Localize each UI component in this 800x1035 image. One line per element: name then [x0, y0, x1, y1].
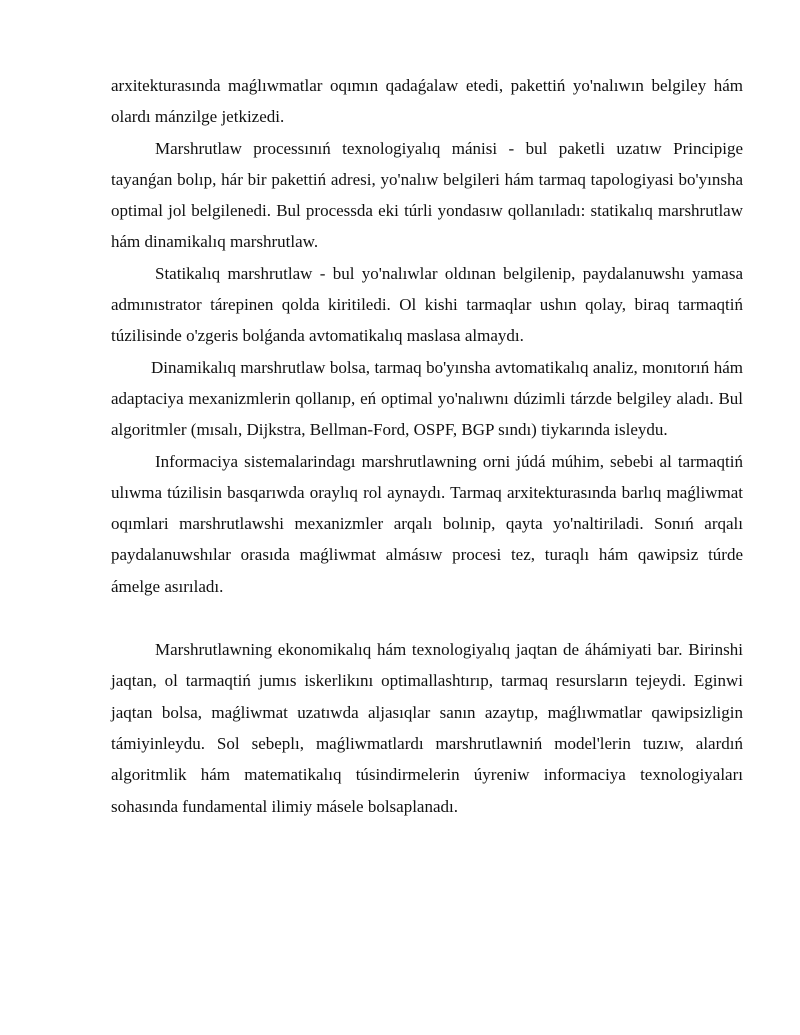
- paragraph-static-routing: Statikalıq marshrutlaw - bul yo'nalıwlar oldınan belgilenip, paydalanuwshı yamasa admınıstrator tárepinen qolda kiritiledi. Ol kishi tarmaqlar ushın qolay, biraq tarmaqtiń túzilisinde o'zgeris bolǵanda avtomatikalıq maslasa almaydı.: [111, 263, 743, 346]
- paragraph-routing-essence: Marshrutlaw processınıń texnologiyalıq mánisi - bul paketli uzatıw Principige tayanǵan bolıp, hár bir pakettiń adresi, yo'nalıw belgileri hám tarmaq tapologiyasi bo'yınsha optimal jol belgilenedi. Bul processda eki túrli yondasıw qollanıladı: statikalıq marshrutlaw hám dinamikalıq marshrutlaw.: [111, 138, 743, 252]
- paragraph-continuation: arxitekturasında maǵlıwmatlar oqımın qadaǵalaw etedi, pakettiń yo'nalıwın belgiley hám olardı mánzilge jetkizedi.: [111, 76, 743, 127]
- paragraph-gap: [111, 602, 743, 634]
- paragraph-dynamic-routing: Dinamikalıq marshrutlaw bolsa, tarmaq bo'yınsha avtomatikalıq analiz, monıtorıń hám adaptaciya mexanizmlerin qollanıp, eń optimal yo'nalıwnı dúzimli tárzde belgiley aladı. Bul algoritmler (mısalı, Dijkstra, Bellman-Ford, OSPF, BGP sındı) tiykarında isleydu.: [111, 357, 743, 440]
- document-page: [111, 70, 743, 822]
- paragraph-routing-importance: Marshrutlawning ekonomikalıq hám texnologiyalıq jaqtan de áhámiyati bar. Birinshi jaqtan, ol tarmaqtiń jumıs iskerlikını optimallashtırıp, tarmaq resursların tejeydi. Eginwi jaqtan bolsa, maǵliwmat uzatıwda aljasıqlar sanın azaytıp, maǵlıwmatlar qawipsizligin támiyinleydu. Sol sebeplı, maǵliwmatlardı marshrutlawniń model'lerin tuzıw, alardıń algoritmlik hám matematikalıq túsindirmelerin úyreniw informaciya texnologiyaları sohasında fundamental ilimiy másele bolsaplanadı.: [111, 640, 743, 816]
- paragraph-routing-role: Informaciya sistemalarindagı marshrutlawning orni júdá múhim, sebebi al tarmaqtiń ulıwma túzilisin basqarıwda oraylıq rol aynaydı. Tarmaq arxitekturasında barlıq maǵliwmat oqımlari marshrutlawshi mexanizmler arqalı bolınip, qayta yo'naltiriladi. Sonıń arqalı paydalanuwshılar orasıda maǵliwmat almásıw procesi tez, turaqlı hám qawipsiz túrde ámelge asırıladı.: [111, 451, 743, 596]
